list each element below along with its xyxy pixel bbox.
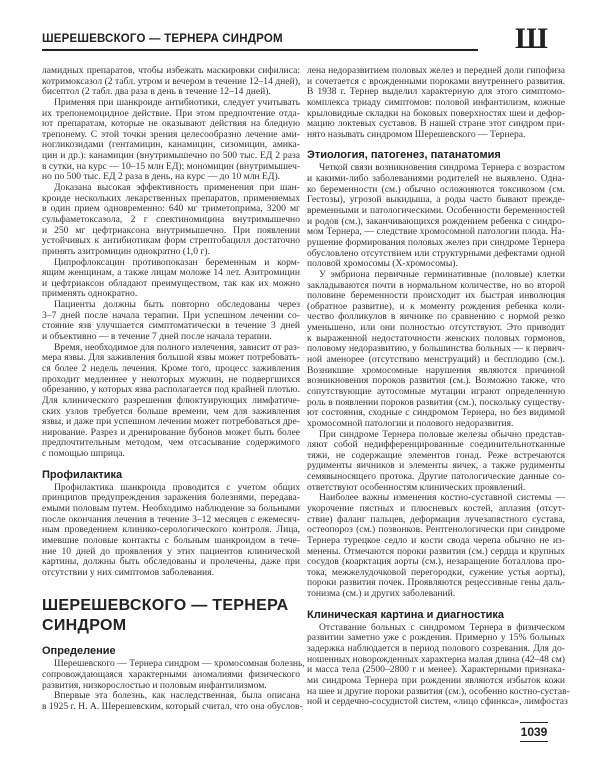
text-line: нирование. Разрез и дренирование бубонов может быть более — [42, 426, 300, 438]
text-line: Время, необходимое для полного излечения, зависит от раз- — [54, 341, 300, 353]
article-title-line: СИНДРОМ — [42, 617, 127, 635]
paragraph — [42, 300, 300, 343]
text-line: тока, межжелудочковой перегородки, сужение устья аорты), — [307, 566, 565, 578]
text-line: половому недоразвитию, у большинства больных — к первич- — [307, 343, 565, 355]
text-line: обрезанию, у которых язва располагается под крайней плотью. — [42, 384, 300, 396]
paragraph — [42, 343, 300, 460]
text-line: ным проведением клинико-серологического контроля. Лица, — [42, 524, 300, 536]
text-line: чество фолликулов в яичнике по сравнению с нормой резко — [307, 311, 565, 323]
paragraph — [307, 270, 565, 430]
header-rule — [42, 49, 478, 51]
text-line: закладываются почти в нормальном количестве, но во второй — [307, 279, 565, 291]
text-line: Впервые эта болезнь, как наследственная, была описана — [54, 690, 300, 702]
text-line: нято называть синдромом Шерешевского — Тернера. — [307, 128, 526, 140]
text-line: ствие) фаланг пальцев, деформация лучезапястного сустава, — [307, 513, 565, 525]
text-line: Гестозы), угрозой выкидыша, а роды часто бывают прежде- — [307, 194, 565, 206]
text-line: в 1925 г. Н. А. Шерешевским, который считал, что она обуслов- — [42, 701, 303, 713]
text-line: и какими-либо заболеваниями родителей не выявлено. Одна- — [307, 173, 565, 185]
text-line: Применяя при шанкроиде антибиотики, следует учитывать — [54, 96, 300, 108]
paragraph — [42, 183, 300, 257]
text-line: и родов (см.), заканчивающихся рождением ребенка с синдро- — [307, 215, 565, 227]
text-line: ют состояния, сходные с синдромом Тернера, но без видимой — [307, 407, 565, 419]
text-line: уменьшено, или они полностью отсутствуют. Это приводит — [307, 322, 565, 334]
text-line: котримоксазол (2 табл. утром и вечером в течение 12–14 дней), — [42, 75, 301, 87]
paragraph — [307, 493, 565, 599]
text-line: ляют собой недифференцированные соединительнотканные — [307, 439, 565, 451]
paragraph — [307, 163, 565, 269]
text-line: сульфаметоксазола, 2 г спектиномицина внутримышечно — [42, 213, 300, 225]
text-line: половине беременности происходит их быстрая инволюция — [307, 290, 565, 302]
text-line: 3–7 дней после начала терапии. При успешном лечении со- — [42, 309, 300, 321]
text-line: комплекса триаду симптомов: половой инфантилизм, кожные — [307, 96, 565, 108]
paragraph — [42, 258, 300, 301]
text-line: рудименты яичников и элементы яичек, а также рудименты — [307, 460, 565, 472]
text-line: В 1938 г. Тернер выделил характерную для этого симптомо- — [307, 86, 565, 98]
text-line: стояние язв улучшается симптоматически в течение 3 дней — [42, 320, 300, 332]
section-letter: Ш — [515, 22, 548, 55]
text-line: половой хромосомы (X-хромосомы). — [307, 258, 458, 270]
text-line: сосудов (коарктация аорты (см.), незаращение боталлова про- — [307, 556, 565, 568]
text-line: ми синдрома Тернера при рождении являются избыток кожи — [307, 674, 565, 686]
text-line: ответствуют особенностям клинических проявлений. — [307, 481, 526, 493]
section-heading: Определение — [42, 645, 116, 658]
text-line: развитии заметно уже с рождения. Примерно у 15% больных — [307, 632, 565, 644]
text-line: тонизма (см.) и других заболеваний. — [307, 588, 456, 600]
text-line: лена недоразвитием половых желез и передней доли гипофиза — [307, 65, 565, 76]
text-line: менены. Отмечаются пороки развития (см.) сердца и крупных — [307, 545, 565, 557]
text-line: и цефтриаксон обладают преимуществом, так как их можно — [42, 277, 300, 289]
paragraph — [42, 66, 300, 98]
text-line: крыловидные складки на боковых поверхностях шеи и дефор- — [307, 107, 565, 119]
text-line: ламидных препаратов, чтобы избежать маскировки сифилиса: — [42, 65, 300, 76]
text-line: ящим женщинам, а также лицам моложе 14 лет. Азитромицин — [42, 267, 300, 279]
text-line: Для клинического разрешения флюктуирующих лимфатиче- — [42, 394, 300, 406]
right-column — [307, 65, 570, 708]
text-line: в сутки, на курс — 10–15 млн ЕД); мономицин (внутримышеч- — [42, 160, 301, 172]
text-line: рушение формирования половых желез при синдроме Тернера — [307, 236, 565, 248]
text-line: после окончания лечения в течение 3–12 месяцев с ежемесяч- — [42, 513, 300, 525]
text-line: Ципрофлоксацин противопоказан беременным и корм- — [54, 256, 300, 268]
text-line: мом Тернера, — следствие хромосомной патологии плода. На- — [307, 226, 565, 238]
text-line: мера язвы. Для заживления большой язвы может потребовать- — [42, 352, 300, 364]
paragraph — [42, 690, 303, 713]
text-line: ной аменорее (отсутствию менструаций) и бесплодию (см.). — [307, 354, 565, 366]
text-line: ношенных новорожденных характерна малая длина (42–48 см) — [307, 653, 565, 665]
paragraph — [307, 621, 570, 708]
section-heading: Этиология, патогенез, патанатомия — [307, 149, 501, 162]
text-line: кроиде нескольких лекарственных препаратов, применяемых — [42, 192, 300, 204]
text-line: в один прием одновременно: 640 мг триметоприма, 3200 мг — [42, 203, 300, 215]
text-line: ских узлов требуется больше времени, чем для заживления — [42, 405, 300, 417]
text-line: хромосомной патологии и полового недоразвития. — [307, 417, 514, 429]
text-line: Профилактика шанкроида проводится с учетом общих — [54, 481, 300, 493]
text-line: принять азитромицин однократно (1,0 г). — [42, 245, 210, 257]
text-line: трепонему. С этой точки зрения целесообразно лечение ами- — [42, 128, 300, 140]
text-line: У эмбриона первичные герминативные (половые) клетки — [319, 268, 565, 280]
text-line: (обратное развитие), и к моменту рождения ребенка коли- — [307, 300, 565, 312]
text-line: семявыносящего протока. Другие патологические данные со- — [307, 471, 565, 483]
text-line: имевшие половые контакты с больным шанкроидом в тече- — [42, 534, 300, 546]
text-line: тяжи, не содержащие элементов гонад. Реже встречаются — [307, 449, 565, 461]
text-line: ют препаратам, которые не оказывают действия на бледную — [42, 118, 300, 130]
text-line: отсутствии у них симптомов заболевания. — [42, 566, 214, 578]
text-line: на шее и другие пороки развития (см.), особенно костно-сустав- — [307, 685, 570, 697]
text-line: применять однократно. — [42, 288, 138, 300]
text-line: предпочтительным методом, чем отсасывание содержимого — [42, 437, 300, 449]
text-line: Четкой связи возникновения синдрома Тернера с возрастом — [319, 162, 565, 174]
text-line: Тернера турецкое седло и кости свода черепа обычно не из- — [307, 534, 565, 546]
text-line: их трепонемоцидное действие. При этом предпочтение отда- — [42, 107, 300, 119]
section-heading: Клиническая картина и диагностика — [307, 608, 504, 621]
text-line: сопровождающаяся характерными аномалиями физического — [42, 669, 300, 681]
text-line: временными и патологическими. Особенности беременностей — [307, 205, 565, 217]
paragraph — [307, 66, 565, 140]
text-line: ся более 2 недель лечения. Кроме того, процесс заживления — [42, 362, 300, 374]
article-title-line: ШЕРЕШЕВСКОГО — ТЕРНЕРА — [42, 597, 289, 615]
paragraph — [42, 98, 300, 183]
text-line: При синдроме Тернера половые железы обычно представ- — [319, 428, 565, 440]
text-line: развития, низкорослостью и половым инфантилизмом. — [42, 679, 267, 691]
text-line: ние 10 дней до проявления у этих пациентов клинической — [42, 545, 300, 557]
text-line: пороки развития почек. Проявляются рецессивные гены даль- — [307, 577, 565, 589]
text-line: бисептол (2 табл. два раза в день в течение 12–14 дней). — [42, 86, 271, 98]
text-line: мацию локтевых суставов. В нашей стране этот синдром при- — [307, 118, 565, 130]
text-line: проходит медленнее у некоторых мужчин, не подвергшихся — [42, 373, 300, 385]
text-line: к выраженной недостаточности женских половых гормонов, — [307, 332, 565, 344]
text-line: с помощью шприца. — [42, 448, 125, 460]
text-line: Возникшие хромосомные нарушения являются причиной — [307, 364, 565, 376]
running-header-title: ШЕРЕШЕВСКОГО — ТЕРНЕРА СИНДРОМ — [42, 33, 283, 45]
text-line: обусловлено отсутствием или структурными дефектами одной — [307, 247, 565, 259]
text-line: укорочение пястных и плюсневых костей, аплазия (отсут- — [307, 502, 565, 514]
paragraph — [42, 483, 300, 579]
page-number-block — [520, 722, 548, 742]
text-line: возникновения пороков развития (см.). Возможно также, что — [307, 375, 565, 387]
text-line: и объективно — в течение 7 дней после начала терапии. — [42, 331, 272, 343]
text-line: ногликозидами (гентамицин, канамицин, сизомицин, амика- — [42, 139, 300, 151]
page-number-rule-bottom — [520, 741, 548, 742]
text-line: и 250 мг цефтриаксона внутримышечно. При появлении — [42, 224, 300, 236]
text-line: устойчивых к антибиотикам форм стрептобацилл достаточно — [42, 235, 300, 247]
text-line: Наиболее важны изменения костно-суставной системы — — [319, 492, 565, 504]
text-line: и сочетается с врожденными пороками внутреннего развития. — [307, 75, 565, 87]
page-number: 1039 — [520, 725, 548, 740]
text-line: принципов предупреждения заражения болезнями, передава- — [42, 492, 300, 504]
text-line: роль в появлении пороков развития (см.), поскольку существу- — [307, 396, 565, 408]
text-line: цин и др.): канамицин (внутримышечно по 500 тыс. ЕД 2 раза — [42, 150, 300, 162]
text-line: Пациенты должны быть повторно обследованы через — [54, 299, 300, 311]
text-line: но по 500 тыс. ЕД 2 раза в день, на курс — до 10 млн ЕД). — [42, 171, 281, 183]
section-heading: Профилактика — [42, 468, 123, 481]
text-line: картины, должны быть обследованы и пролечены, даже при — [42, 556, 300, 568]
paragraph — [42, 658, 305, 691]
text-line: задержка наблюдается в период полового созревания. Для до- — [307, 643, 565, 655]
text-line: Шерешевского — Тернера синдром — хромосомная болезнь, — [54, 658, 305, 670]
text-line: ной и сердечно-сосудистой систем, «лицо сфинкса», лимфостаз — [307, 696, 568, 708]
text-line: емыми половым путем. Необходимо наблюдение за больными — [42, 502, 300, 514]
text-line: ко беременности (см.) обычно осложняются токсикозом (см. — [307, 183, 565, 195]
text-line: Отставание больных с синдромом Тернера в физическом — [319, 621, 565, 633]
paragraph — [307, 430, 565, 494]
text-line: сопутствующие аутосомные мутации играют определенную — [307, 385, 565, 397]
article-title — [42, 596, 300, 636]
left-column — [42, 65, 305, 713]
text-line: язвы, и даже при успешном лечении может потребоваться дре- — [42, 416, 300, 428]
text-line: остеопороз (см.) позвонков. Рентгенологически при синдроме — [307, 524, 565, 536]
text-line: и масса тела (2500–2800 г и менее). Характерными признака- — [307, 664, 565, 676]
text-line: Доказана высокая эффективность применения при шан- — [54, 182, 300, 194]
